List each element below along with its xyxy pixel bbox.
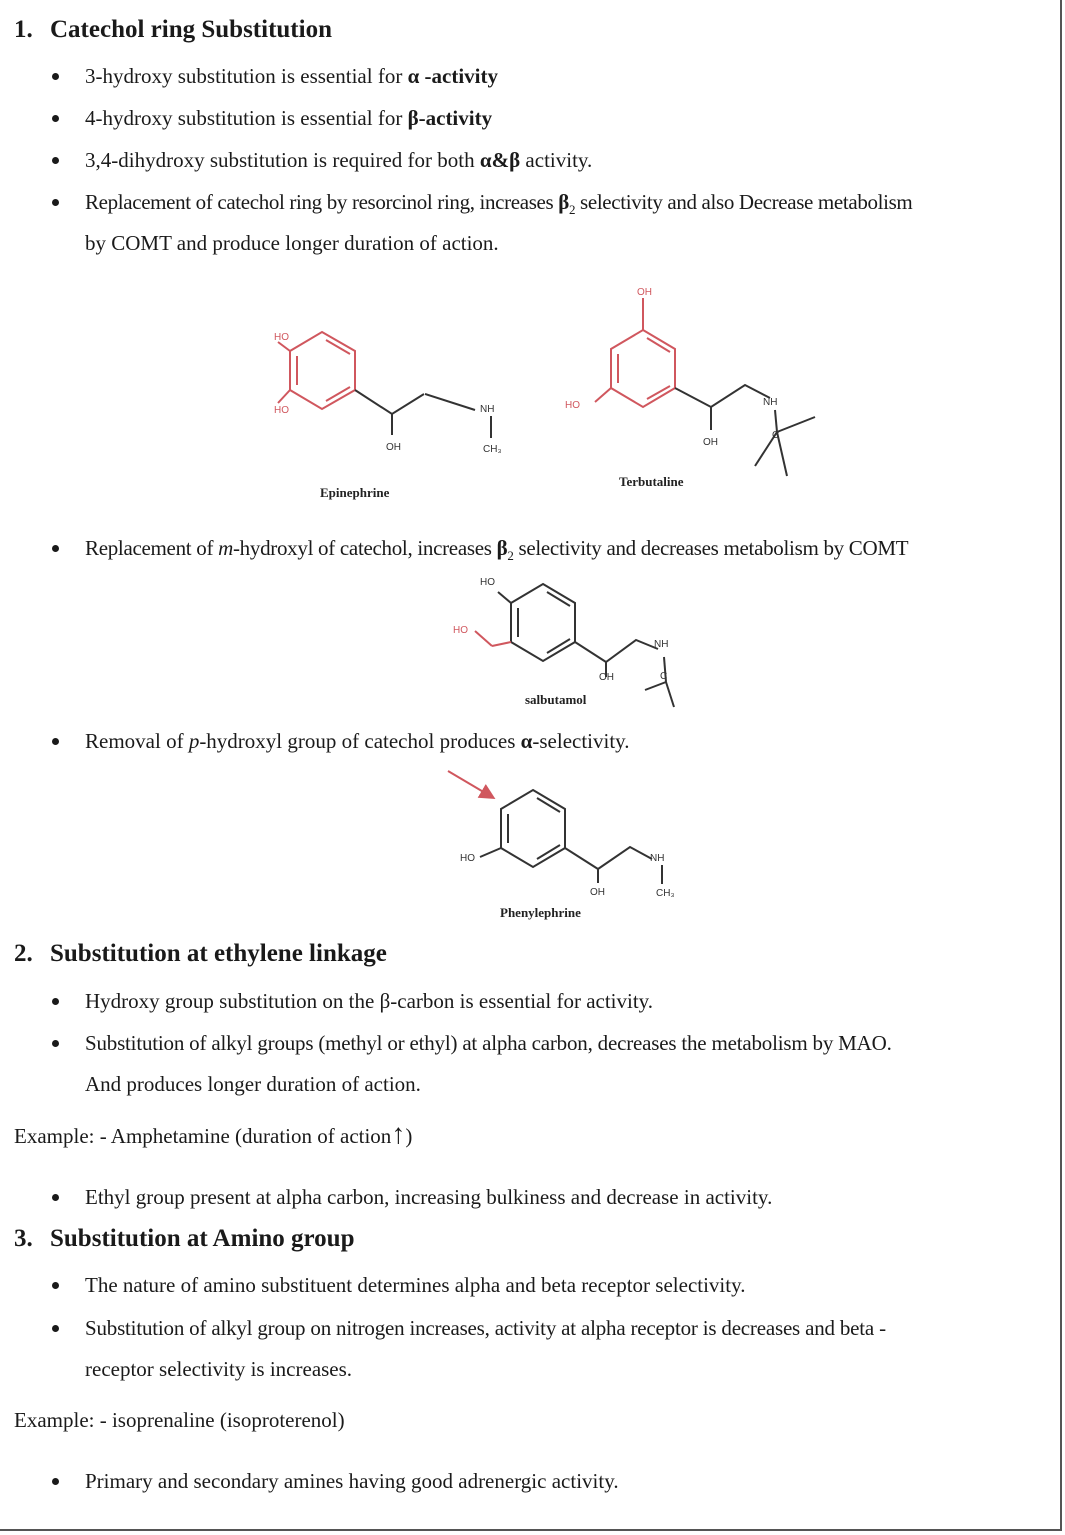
phenylephrine-structure (440, 765, 700, 930)
svg-text:OH: OH (637, 287, 652, 298)
svg-text:salbutamol: salbutamol (525, 692, 587, 707)
svg-text:CH₃: CH₃ (483, 444, 502, 455)
svg-text:OH: OH (590, 887, 605, 898)
terbutaline-structure (555, 280, 825, 500)
section-heading-3: 3. Substitution at Amino group (14, 1225, 355, 1252)
svg-text:OH: OH (386, 442, 401, 453)
svg-text:C: C (660, 671, 668, 682)
svg-text:NH: NH (763, 397, 778, 408)
svg-text:NH: NH (654, 639, 669, 650)
svg-text:OH: OH (599, 672, 614, 683)
svg-text:NH: NH (650, 853, 665, 864)
section-heading-2: 2. Substitution at ethylene linkage (14, 940, 387, 967)
epinephrine-amine (425, 390, 515, 465)
example-isoprenaline: Example: - isoprenaline (isoproterenol) (14, 1408, 345, 1432)
svg-text:HO: HO (565, 400, 580, 411)
svg-text:Epinephrine: Epinephrine (320, 485, 390, 500)
svg-text:C: C (772, 430, 780, 441)
section-heading-1: 1. Catechol ring Substitution (14, 16, 332, 43)
svg-text:NH: NH (480, 404, 495, 415)
svg-text:Phenylephrine: Phenylephrine (500, 905, 581, 920)
svg-text:HO: HO (480, 577, 495, 588)
example-amphetamine: Example: - Amphetamine (duration of action↑) (14, 1119, 413, 1150)
svg-text:HO: HO (274, 405, 289, 416)
svg-text:HO: HO (460, 853, 475, 864)
svg-text:OH: OH (703, 437, 718, 448)
svg-text:CH₃: CH₃ (656, 888, 675, 899)
svg-text:HO: HO (453, 625, 468, 636)
svg-text:HO: HO (274, 332, 289, 343)
epinephrine-structure (260, 320, 430, 510)
svg-text:Terbutaline: Terbutaline (619, 474, 684, 489)
salbutamol-structure (440, 572, 700, 712)
up-arrow-icon: ↑ (391, 1119, 406, 1150)
